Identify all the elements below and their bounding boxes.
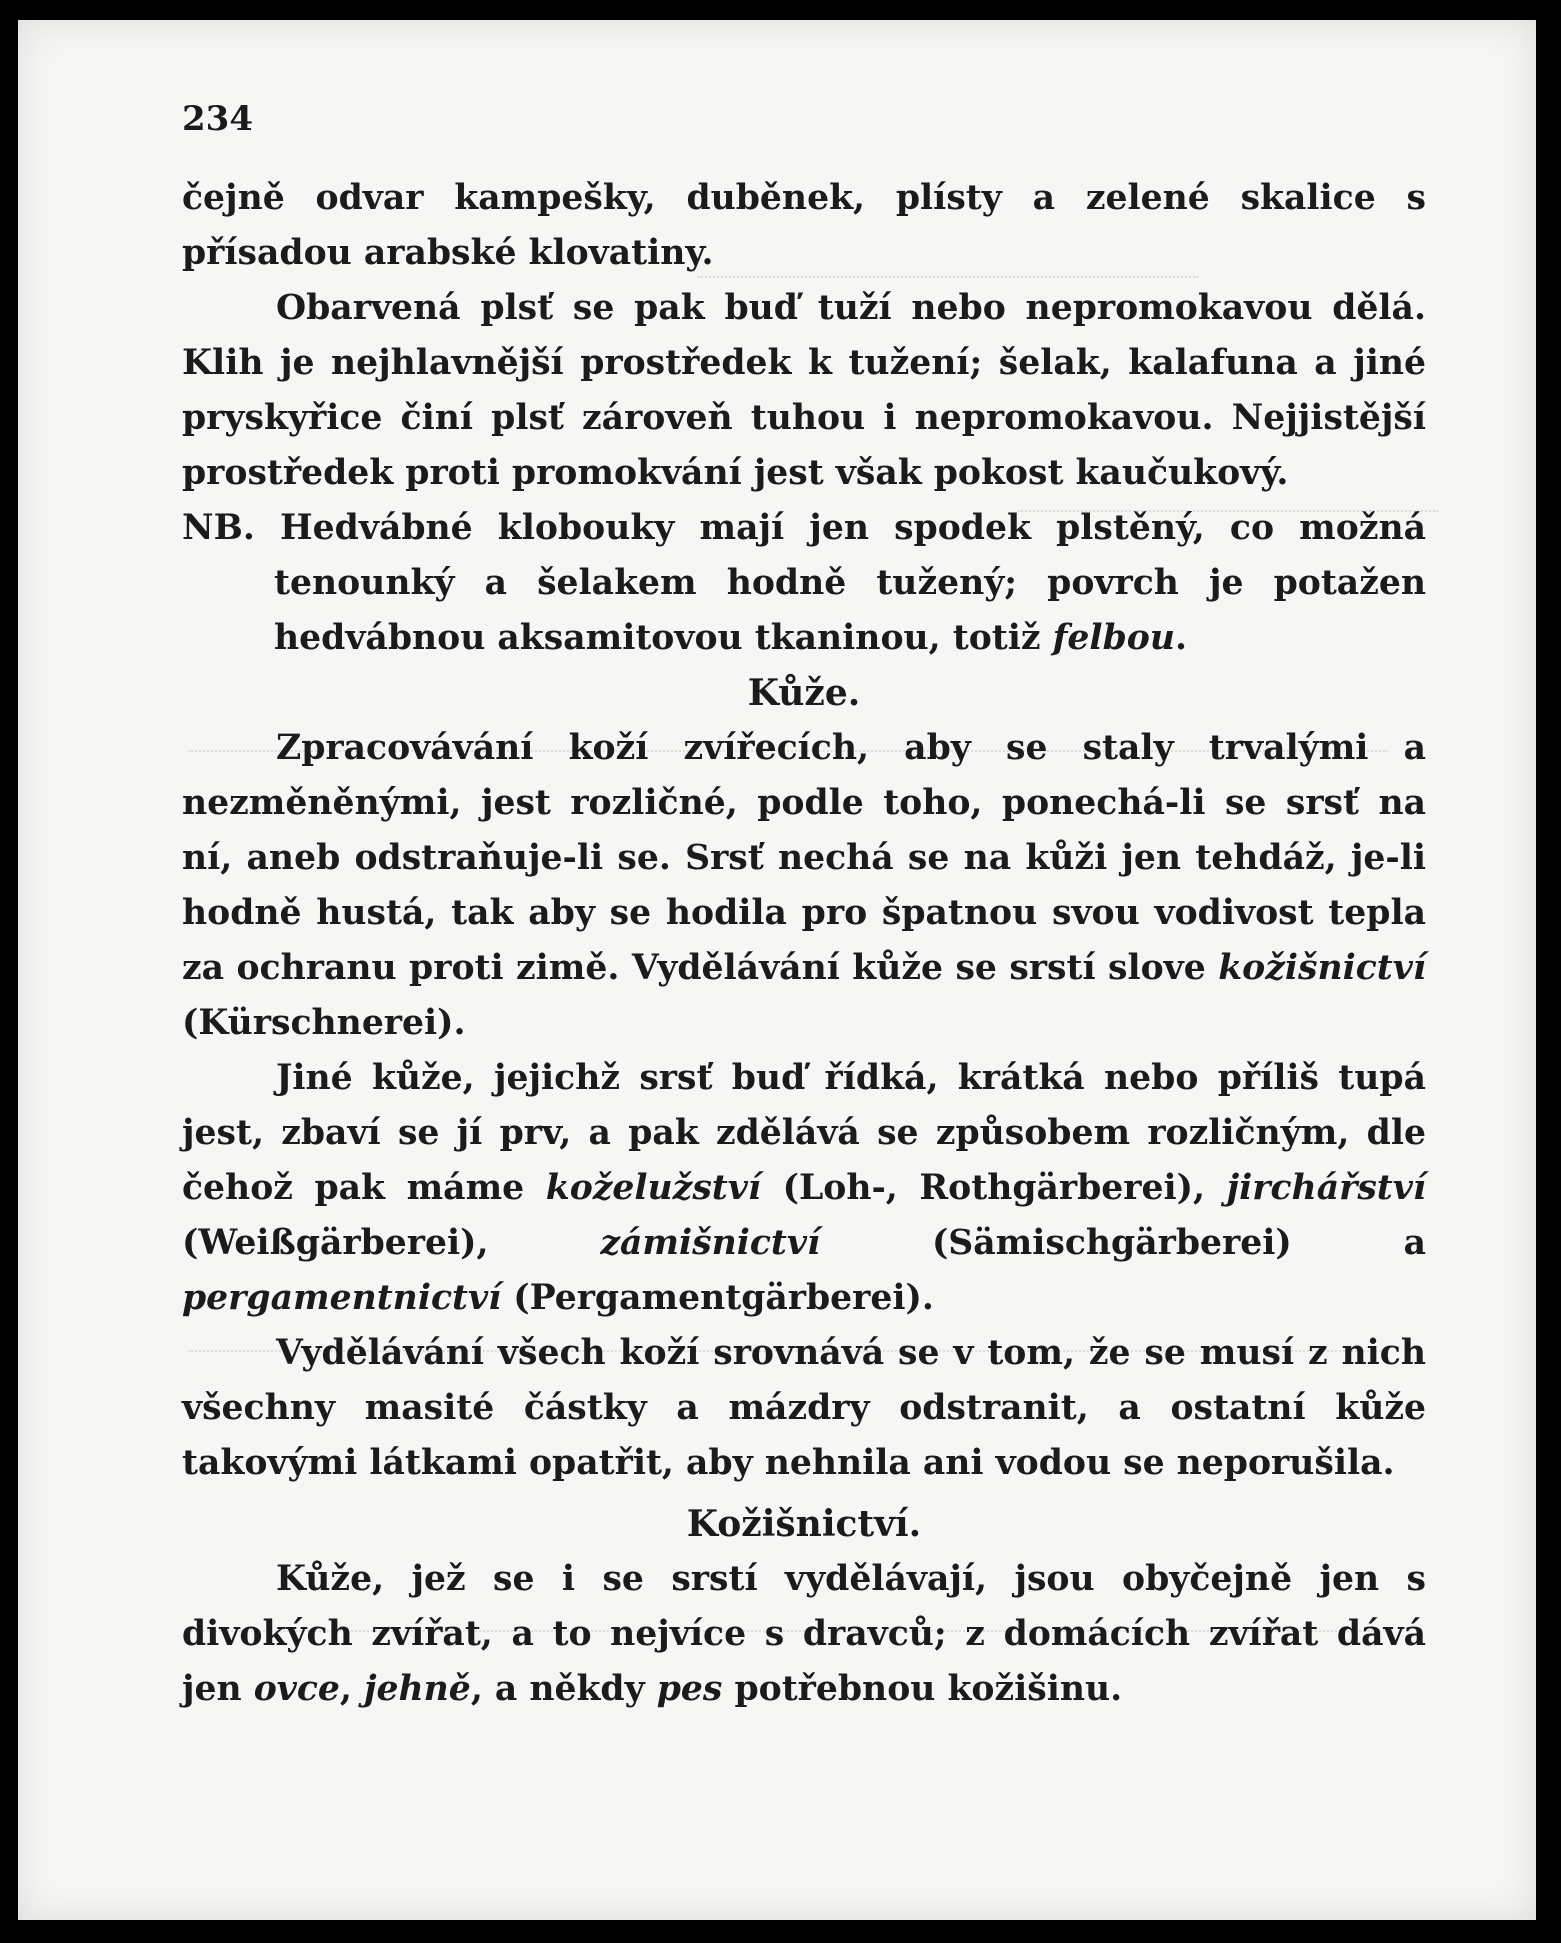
page-sheet <box>18 20 1536 1920</box>
paragraph-text: (Kürschnerei). <box>182 1003 466 1043</box>
paragraph-text: (Sämischgärberei) a <box>931 1223 1426 1263</box>
italic-term: ovce <box>253 1669 340 1709</box>
section-heading: Kůže. <box>747 672 861 714</box>
paragraph-text: (Pergamentgärberei). <box>513 1278 934 1318</box>
paragraph-text: potřebnou kožišinu. <box>734 1669 1123 1709</box>
paragraph-text: (Loh-, Rothgärberei), <box>782 1168 1206 1208</box>
note-italic-term: felbou <box>1052 618 1175 658</box>
paragraph: čejně odvar kampešky, duběnek, plísty a zelené skalice s přísadou arabské klovatiny. <box>182 178 1426 273</box>
italic-term: pes <box>656 1669 723 1709</box>
italic-term: jehně <box>364 1669 471 1709</box>
paragraph: Obarvená plsť se pak buď tuží nebo nepromokavou dělá. Klih je nejhlavnější prostředek k tužení; šelak, kalafuna a jiné pryskyřice činí plsť zároveň tuhou i nepromokavou. Nejjistější prostředek proti promokvání jest však pokost kaučukový. <box>182 288 1426 493</box>
page-text <box>182 92 1426 1717</box>
paragraph-text: Kůže, jež se i se srstí vydělávají, jsou obyčejně jen s divokých zvířat, a to nejvíce s dravců; z domácích zvířat dává jen <box>182 1559 1426 1709</box>
note-label: NB. <box>182 508 255 548</box>
paragraph <box>182 721 1426 1051</box>
paragraph-text: , <box>339 1669 352 1709</box>
paragraph <box>182 1552 1426 1717</box>
paragraph-text: , a někdy <box>470 1669 645 1709</box>
paragraph-text: Jiné kůže, jejichž srsť buď řídká, krátká nebo příliš tupá jest, zbaví se jí prv, a pak zdělává se způsobem rozličným, dle čehož pak máme <box>182 1058 1426 1208</box>
paragraph <box>182 1051 1426 1326</box>
paragraph: Vydělávání všech koží srovnává se v tom, že se musí z nich všechny masité částky a mázdry odstranit, a ostatní kůže takovými látkami opatřit, aby nehnila ani vodou se neporušila. <box>182 1333 1426 1483</box>
note-text: Hedvábné klobouky mají jen spodek plstěný, co možná tenounký a šelakem hodně tužený; povrch je potažen hedvábnou aksamitovou tkaninou, totiž <box>274 508 1426 658</box>
italic-term: koželužství <box>545 1168 761 1208</box>
page-number: 234 <box>182 99 253 139</box>
italic-term: pergamentnictví <box>182 1278 502 1318</box>
paragraph-text: Zpracovávání koží zvířecích, aby se staly trvalými a nezměněnými, jest rozličné, podle toho, ponechá-li se srsť na ní, aneb odstraňuje-li se. Srsť nechá se na kůži jen tehdáž, je-li hodně hustá, tak aby se hodila pro špatnou svou vodivost tepla za ochranu proti zimě. Vydělávání kůže se srstí slove <box>182 728 1426 988</box>
italic-term: kožišnictví <box>1218 948 1426 988</box>
italic-term: jirchářství <box>1226 1168 1426 1208</box>
paragraph-text: (Weißgärberei), <box>182 1223 489 1263</box>
note-paragraph: NB. Hedvábné klobouky mají jen spodek plstěný, co možná tenounký a šelakem hodně tužený; povrch je potažen hedvábnou aksamitovou tkaninou, totiž felbou. <box>182 508 1426 658</box>
italic-term: zámišnictví <box>600 1223 821 1263</box>
section-heading: Kožišnictví. <box>686 1503 922 1545</box>
